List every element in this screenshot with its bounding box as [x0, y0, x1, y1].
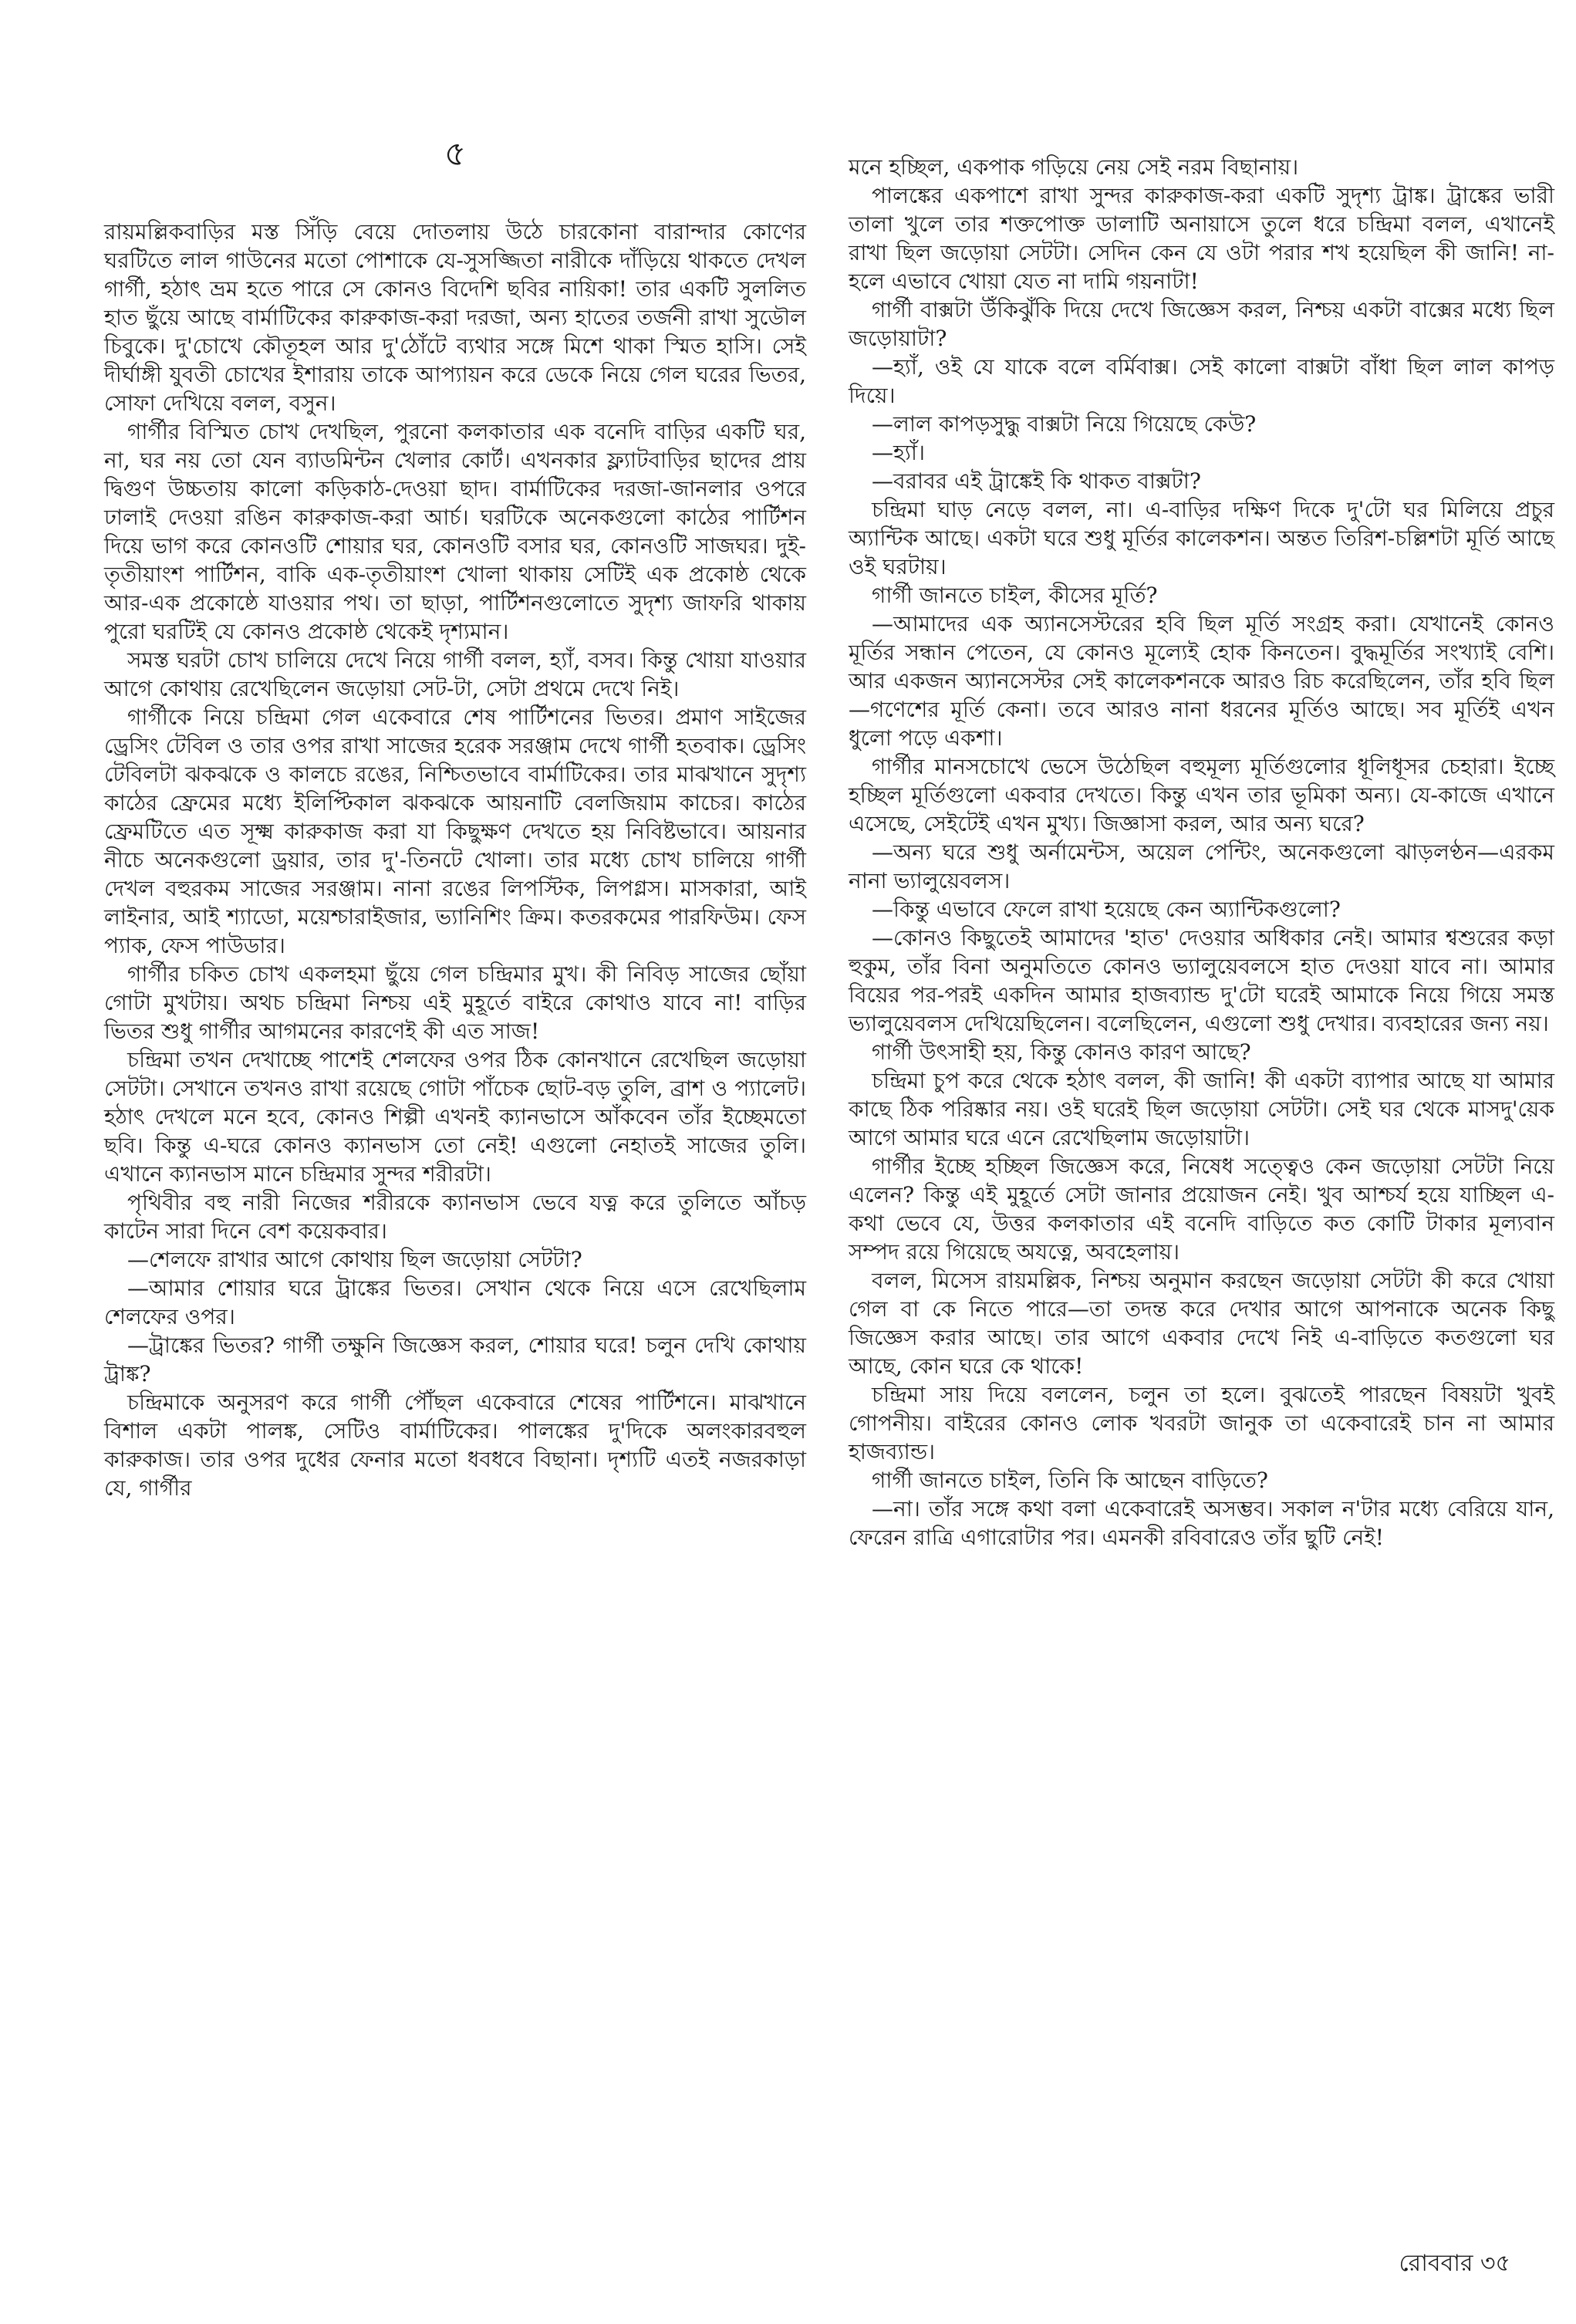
paragraph: গার্গীর বিস্মিত চোখ দেখছিল, পুরনো কলকাতার এক বনেদি বাড়ির একটি ঘর, না, ঘর নয় তো যেন ব্যাডমিন্টন খেলার কোর্ট। এখনকার ফ্ল্যাটবাড়ির ছাদের প্রায় দ্বিগুণ উচ্চতায় কালো কড়িকাঠ-দেওয়া ছাদ। বার্মাটিকের দরজা-জানলার ওপরে ঢালাই দেওয়া রঙিন কারুকাজ-করা আর্চ। ঘরটিকে অনেকগুলো কাঠের পার্টিশন দিয়ে ভাগ করে কোনওটি শোয়ার ঘর, কোনওটি বসার ঘর, কোনওটি সাজঘর। দুই-তৃতীয়াংশ পার্টিশন, বাকি এক-তৃতীয়াংশ খোলা থাকায় সেটিই এক প্রকোষ্ঠ থেকে আর-এক প্রকোষ্ঠে যাওয়ার পথ। তা ছাড়া, পার্টিশনগুলোতে সুদৃশ্য জাফরি থাকায় পুরো ঘরটিই যে কোনও প্রকোষ্ঠ থেকেই দৃশ্যমান।: [104, 419, 806, 644]
dialogue-line: —বরাবর এই ট্রাঙ্কেই কি থাকত বাক্সটা?: [872, 468, 1201, 494]
dialogue-line: —কিন্তু এভাবে ফেলে রাখা হয়েছে কেন অ্যান্টিকগুলো?: [872, 897, 1341, 922]
paragraph: গার্গী উৎসাহী হয়, কিন্তু কোনও কারণ আছে?: [872, 1039, 1251, 1065]
paragraph: পালঙ্কের একপাশে রাখা সুন্দর কারুকাজ-করা একটি সুদৃশ্য ট্রাঙ্ক। ট্রাঙ্কের ভারী তালা খুলে তার শক্তপোক্ত ডালাটি অনায়াসে তুলে ধরে চন্দ্রিমা বলল, এখানেই রাখা ছিল জড়োয়া সেটটা। সেদিন কেন যে ওটা পরার শখ হয়েছিল কী জানি! না-হলে এভাবে খোয়া যেত না দামি গয়নাটা!: [849, 183, 1554, 294]
paragraph: গার্গী জানতে চাইল, তিনি কি আছেন বাড়িতে?: [872, 1468, 1268, 1493]
dialogue-line: —হ্যাঁ।: [872, 440, 925, 465]
dialogue-line: —আমার শোয়ার ঘরে ট্রাঙ্কের ভিতর। সেখান থেকে নিয়ে এসে রেখেছিলাম শেলফের ওপর।: [104, 1275, 806, 1329]
paragraph: গার্গীকে নিয়ে চন্দ্রিমা গেল একেবারে শেষ পার্টিশনের ভিতর। প্রমাণ সাইজের ড্রেসিং টেবিল ও তার ওপর রাখা সাজের হরেক সরঞ্জাম দেখে গার্গী হতবাক। ড্রেসিং টেবিলটা ঝকঝকে ও কালচে রঙের, নিশ্চিতভাবে বার্মাটিকের। তার মাঝখানে সুদৃশ্য কাঠের ফ্রেমের মধ্যে ইলিপ্টিকাল ঝকঝকে আয়নাটি বেলজিয়াম কাচের। কাঠের ফ্রেমটিতে এত সূক্ষ্ম কারুকাজ করা যা কিছুক্ষণ দেখতে হয় নিবিষ্টভাবে। আয়নার নীচে অনেকগুলো ড্রয়ার, তার দু'-তিনটে খোলা। তার মধ্যে চোখ চালিয়ে গার্গী দেখল বহুরকম সাজের সরঞ্জাম। নানা রঙের লিপস্টিক, লিপগ্লস। মাসকারা, আই লাইনার, আই শ্যাডো, ময়েশ্চারাইজার, ভ্যানিশিং ক্রিম। কতরকমের পারফিউম। ফেস প্যাক, ফেস পাউডার।: [104, 704, 806, 958]
dialogue-line: —শেলফে রাখার আগে কোথায় ছিল জড়োয়া সেটটা?: [127, 1247, 582, 1272]
paragraph: চন্দ্রিমা সায় দিয়ে বললেন, চলুন তা হলে। বুঝতেই পারছেন বিষয়টা খুবই গোপনীয়। বাইরের কোনও লোক খবরটা জানুক তা একেবারেই চান না আমার হাজব্যান্ড।: [849, 1382, 1554, 1464]
dialogue-line: —লাল কাপড়সুদ্ধু বাক্সটা নিয়ে গিয়েছে কেউ?: [872, 411, 1257, 437]
paragraph: বলল, মিসেস রায়মল্লিক, নিশ্চয় অনুমান করছেন জড়োয়া সেটটা কী করে খোয়া গেল বা কে নিতে পারে—তা তদন্ত করে দেখার আগে আপনাকে অনেক কিছু জিজ্ঞেস করার আছে। তার আগে একবার দেখে নিই এ-বাড়িতে কতগুলো ঘর আছে, কোন ঘরে কে থাকে!: [849, 1268, 1554, 1379]
paragraph: গার্গী জানতে চাইল, কীসের মূর্তি?: [872, 583, 1158, 608]
dialogue-line: —হ্যাঁ, ওই যে যাকে বলে বর্মিবাক্স। সেই কালো বাক্সটা বাঁধা ছিল লাল কাপড় দিয়ে।: [849, 354, 1554, 408]
paragraph: মনে হচ্ছিল, একপাক গড়িয়ে নেয় সেই নরম বিছানায়।: [849, 154, 1299, 180]
paragraph: চন্দ্রিমা চুপ করে থেকে হঠাৎ বলল, কী জানি! কী একটা ব্যাপার আছে যা আমার কাছে ঠিক পরিষ্কার নয়। ওই ঘরেই ছিল জড়োয়া সেটটা। সেই ঘর থেকে মাসদু'য়েক আগে আমার ঘরে এনে রেখেছিলাম জড়োয়াটা।: [849, 1068, 1554, 1150]
paragraph: চন্দ্রিমাকে অনুসরণ করে গার্গী পৌঁছল একেবারে শেষের পার্টিশনে। মাঝখানে বিশাল একটা পালঙ্ক, সেটিও বার্মাটিকের। পালঙ্কের দু'দিকে অলংকারবহুল কারুকাজ। তার ওপর দুধের ফেনার মতো ধবধবে বিছানা। দৃশ্যটি এতই নজরকাড়া যে, গার্গীর: [104, 1390, 806, 1501]
dialogue-line: —না। তাঁর সঙ্গে কথা বলা একেবারেই অসম্ভব। সকাল ন'টার মধ্যে বেরিয়ে যান, ফেরেন রাত্রি এগারোটার পর। এমনকী রবিবারেও তাঁর ছুটি নেই!: [849, 1496, 1554, 1550]
paragraph: রায়মল্লিকবাড়ির মস্ত সিঁড়ি বেয়ে দোতলায় উঠে চারকোনা বারান্দার কোণের ঘরটিতে লাল গাউনের মতো পোশাকে যে-সুসজ্জিতা নারীকে দাঁড়িয়ে থাকতে দেখল গার্গী, হঠাৎ ভ্রম হতে পারে সে কোনও বিদেশি ছবির নায়িকা! তার একটি সুললিত হাত ছুঁয়ে আছে বার্মাটিকের কারুকাজ-করা দরজা, অন্য হাতের তর্জনী রাখা সুডৌল চিবুকে। দু'চোখে কৌতূহল আর দু'ঠোঁটে ব্যথার সঙ্গে মিশে থাকা স্মিত হাসি। সেই দীর্ঘাঙ্গী যুবতী চোখের ইশারায় তাকে আপ্যায়ন করে ডেকে নিয়ে গেল ঘরের ভিতর, সোফা দেখিয়ে বলল, বসুন।: [104, 219, 806, 416]
paragraph: চন্দ্রিমা তখন দেখাচ্ছে পাশেই শেলফের ওপর ঠিক কোনখানে রেখেছিল জড়োয়া সেটটা। সেখানে তখনও রাখা রয়েছে গোটা পাঁচেক ছোট-বড় তুলি, ব্রাশ ও প্যালেট। হঠাৎ দেখলে মনে হবে, কোনও শিল্পী এখনই ক্যানভাসে আঁকবেন তাঁর ইচ্ছেমতো ছবি। কিন্তু এ-ঘরে কোনও ক্যানভাস তো নেই! এগুলো নেহাতই সাজের তুলি। এখানে ক্যানভাস মানে চন্দ্রিমার সুন্দর শরীরটা।: [104, 1047, 806, 1187]
dialogue-line: —অন্য ঘরে শুধু অর্নামেন্টস, অয়েল পেন্টিং, অনেকগুলো ঝাড়লণ্ঠন—এরকম নানা ভ্যালুয়েবলস।: [849, 839, 1554, 893]
paragraph: গার্গীর মানসচোখে ভেসে উঠেছিল বহুমূল্য মূর্তিগুলোর ধূলিধূসর চেহারা। ইচ্ছে হচ্ছিল মূর্তিগুলো একবার দেখতে। কিন্তু এখন তার ভূমিকা অন্য। যে-কাজে এখানে এসেছে, সেইটেই এখন মুখ্য। জিজ্ঞাসা করল, আর অন্য ঘরে?: [849, 754, 1554, 836]
paragraph: পৃথিবীর বহু নারী নিজের শরীরকে ক্যানভাস ভেবে যত্ন করে তুলিতে আঁচড় কাটেন সারা দিনে বেশ কয়েকবার।: [104, 1190, 806, 1244]
paragraph: গার্গীর চকিত চোখ একলহমা ছুঁয়ে গেল চন্দ্রিমার মুখ। কী নিবিড় সাজের ছোঁয়া গোটা মুখটায়। অথচ চন্দ্রিমা নিশ্চয় এই মুহূর্তে বাইরে কোথাও যাবে না! বাড়ির ভিতর শুধু গার্গীর আগমনের কারণেই কী এত সাজ!: [104, 961, 806, 1044]
dialogue-line: —আমাদের এক অ্যানসেস্টরের হবি ছিল মূর্তি সংগ্রহ করা। যেখানেই কোনও মূর্তির সন্ধান পেতেন, যে কোনও মূল্যেই হোক কিনতেন। বুদ্ধমূর্তির সংখ্যাই বেশি। আর একজন অ্যানসেস্টর সেই কালেকশনকে আরও রিচ করেছিলেন, তাঁর হবি ছিল—গণেশের মূর্তি কেনা। তবে আরও নানা ধরনের মূর্তিও আছে। সব মূর্তিই এখন ধুলো পড়ে একশা।: [849, 611, 1554, 751]
left-column: [104, 218, 806, 1502]
paragraph: গার্গীর ইচ্ছে হচ্ছিল জিজ্ঞেস করে, নিষেধ সত্ত্বেও কেন জড়োয়া সেটটা নিয়ে এলেন? কিন্তু এই মুহূর্তে সেটা জানার প্রয়োজন নেই। খুব আশ্চর্য হয়ে যাচ্ছিল এ-কথা ভেবে যে, উত্তর কলকাতার এই বনেদি বাড়িতে কত কোটি টাকার মূল্যবান সম্পদ রয়ে গিয়েছে অযত্নে, অবহেলায়।: [849, 1154, 1554, 1265]
paragraph: গার্গী বাক্সটা উঁকিঝুঁকি দিয়ে দেখে জিজ্ঞেস করল, নিশ্চয় একটা বাক্সের মধ্যে ছিল জড়োয়াটা?: [849, 297, 1554, 351]
paragraph: চন্দ্রিমা ঘাড় নেড়ে বলল, না। এ-বাড়ির দক্ষিণ দিকে দু'টো ঘর মিলিয়ে প্রচুর অ্যান্টিক আছে। একটা ঘরে শুধু মূর্তির কালেকশন। অন্তত তিরিশ-চল্লিশটা মূর্তি আছে ওই ঘরটায়।: [849, 497, 1554, 579]
dialogue-line: —কোনও কিছুতেই আমাদের 'হাত' দেওয়ার অধিকার নেই। আমার শ্বশুরের কড়া হুকুম, তাঁর বিনা অনুমতিতে কোনও ভ্যালুয়েবলসে হাত দেওয়া যাবে না। আমার বিয়ের পর-পরই একদিন আমার হাজব্যান্ড দু'টো ঘরেই আমাকে নিয়ে গিয়ে সমস্ত ভ্যালুয়েবলস দেখিয়েছিলেন। বলেছিলেন, এগুলো শুধু দেখার। ব্যবহারের জন্য নয়।: [849, 925, 1554, 1036]
right-column: [849, 153, 1554, 1552]
page-footer: রোববার ৩৫: [1399, 2250, 1510, 2277]
dialogue-line: —ট্রাঙ্কের ভিতর? গার্গী তক্ষুনি জিজ্ঞেস করল, শোয়ার ঘরে! চলুন দেখি কোথায় ট্রাঙ্ক?: [104, 1333, 806, 1387]
paragraph: সমস্ত ঘরটা চোখ চালিয়ে দেখে নিয়ে গার্গী বলল, হ্যাঁ, বসব। কিন্তু খোয়া যাওয়ার আগে কোথায় রেখেছিলেন জড়োয়া সেট-টা, সেটা প্রথমে দেখে নিই।: [104, 647, 806, 701]
chapter-number: ৫: [444, 134, 467, 174]
